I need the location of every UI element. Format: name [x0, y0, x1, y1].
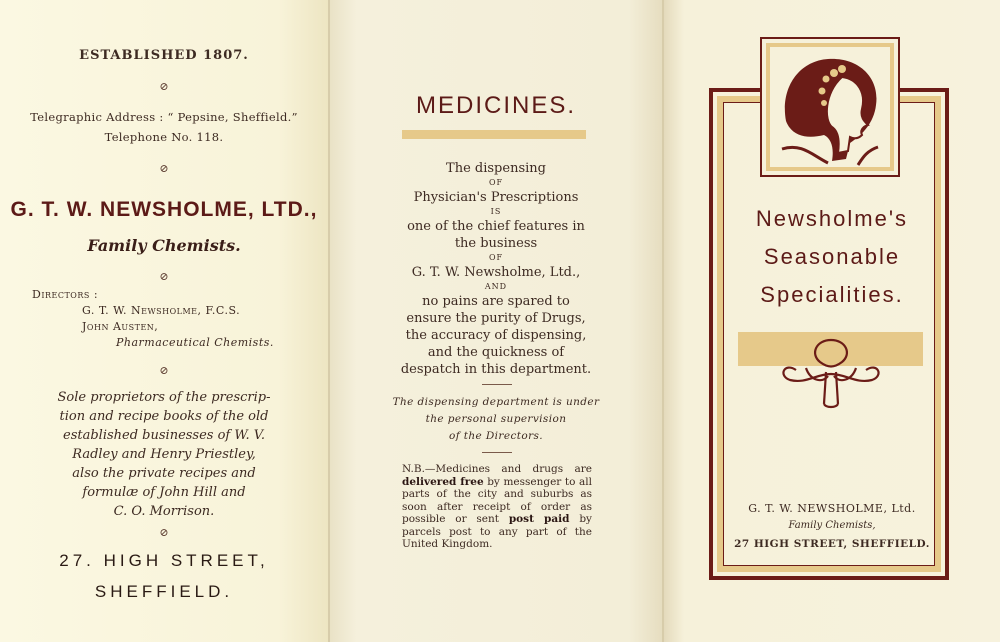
body-line: the accuracy of dispensing, [405, 328, 587, 343]
proprietors-line: formulæ of John Hill and [82, 485, 246, 500]
cover-address: 27 HIGH STREET, SHEFFIELD. [734, 538, 930, 550]
supervision-line: the personal supervision [425, 413, 567, 425]
proprietors-line: Sole proprietors of the prescrip- [57, 390, 271, 405]
address-city: SHEFFIELD. [94, 582, 234, 601]
cover-firm-name: G. T. W. NEWSHOLME, Ltd. [748, 502, 916, 515]
body-line: despatch in this department. [400, 362, 592, 377]
address-street: 27. HIGH STREET, [59, 551, 269, 570]
proprietors-line: also the private recipes and [72, 466, 256, 481]
supervision-note [330, 394, 662, 445]
middle-panel [330, 0, 662, 642]
director-1: G. T. W. Newsholme, F.C.S. [82, 304, 241, 317]
body-line: the business [454, 236, 538, 251]
post-paid-text: post paid [508, 513, 570, 525]
left-panel [0, 0, 328, 642]
delivery-note [402, 463, 592, 551]
established-line: ESTABLISHED 1807. [79, 48, 249, 63]
proprietors-line: established businesses of W. V. [63, 428, 265, 443]
body-line: AND [484, 282, 508, 291]
body-line: and the quickness of [427, 345, 565, 360]
woman-profile-icon [762, 39, 898, 175]
nb-text: by messenger to all parts of the city and suburbs as soon after receipt of order as possible or sent [402, 475, 592, 525]
cover-title-line: Newsholme's [755, 206, 909, 231]
director-2: John Austen, [82, 320, 159, 333]
proprietors-paragraph [0, 388, 328, 521]
body-line: ensure the purity of Drugs, [406, 311, 586, 326]
cover-title-line: Specialities. [760, 282, 904, 307]
ornament-divider: ⊘ [159, 162, 169, 175]
nb-text: N.B.—Medicines and drugs are [402, 463, 592, 475]
firm-name: G. T. W. NEWSHOLME, LTD., [10, 198, 318, 221]
proprietors-line: Radley and Henry Priestley, [72, 447, 256, 462]
body-line: one of the chief features in [407, 219, 585, 234]
divider-rule [482, 452, 512, 453]
directors-label: Directors : [32, 288, 99, 301]
ornament-divider: ⊘ [159, 364, 169, 377]
supervision-line: of the Directors. [448, 430, 544, 442]
body-line: no pains are spared to [422, 294, 570, 309]
body-line: Physician's Prescriptions [413, 190, 579, 205]
proprietors-line: C. O. Morrison. [113, 504, 215, 519]
body-line: The dispensing [446, 161, 546, 176]
telephone-number: Telephone No. 118. [104, 130, 224, 144]
body-line: IS [490, 207, 502, 216]
nb-text: by parcels post to any part of the United Kingdom. [402, 513, 592, 550]
telegraphic-address: Telegraphic Address : “ Pepsine, Sheffield.” [30, 110, 298, 124]
gold-underline-bar [402, 130, 586, 139]
cover-title [664, 200, 1000, 314]
firm-type: Family Chemists. [87, 236, 241, 255]
body-line: OF [488, 178, 504, 187]
delivered-free-text: delivered free [402, 475, 484, 488]
right-panel [664, 0, 1000, 642]
medicines-title: MEDICINES. [415, 92, 576, 119]
ornament-divider: ⊘ [159, 80, 169, 93]
body-line: OF [488, 253, 504, 262]
celtic-knot-ornament-icon [776, 332, 886, 412]
proprietors-line: tion and recipe books of the old [59, 409, 269, 424]
body-line: G. T. W. Newsholme, Ltd., [411, 265, 581, 280]
supervision-line: The dispensing department is under [392, 396, 600, 408]
dispensing-paragraph [330, 160, 662, 378]
art-nouveau-portrait [760, 37, 900, 177]
divider-rule [482, 384, 512, 385]
cover-title-line: Seasonable [763, 244, 901, 269]
director-role: Pharmaceutical Chemists. [116, 336, 274, 349]
ornament-divider: ⊘ [159, 526, 169, 539]
ornament-divider: ⊘ [159, 270, 169, 283]
cover-firm-type: Family Chemists, [788, 520, 876, 531]
